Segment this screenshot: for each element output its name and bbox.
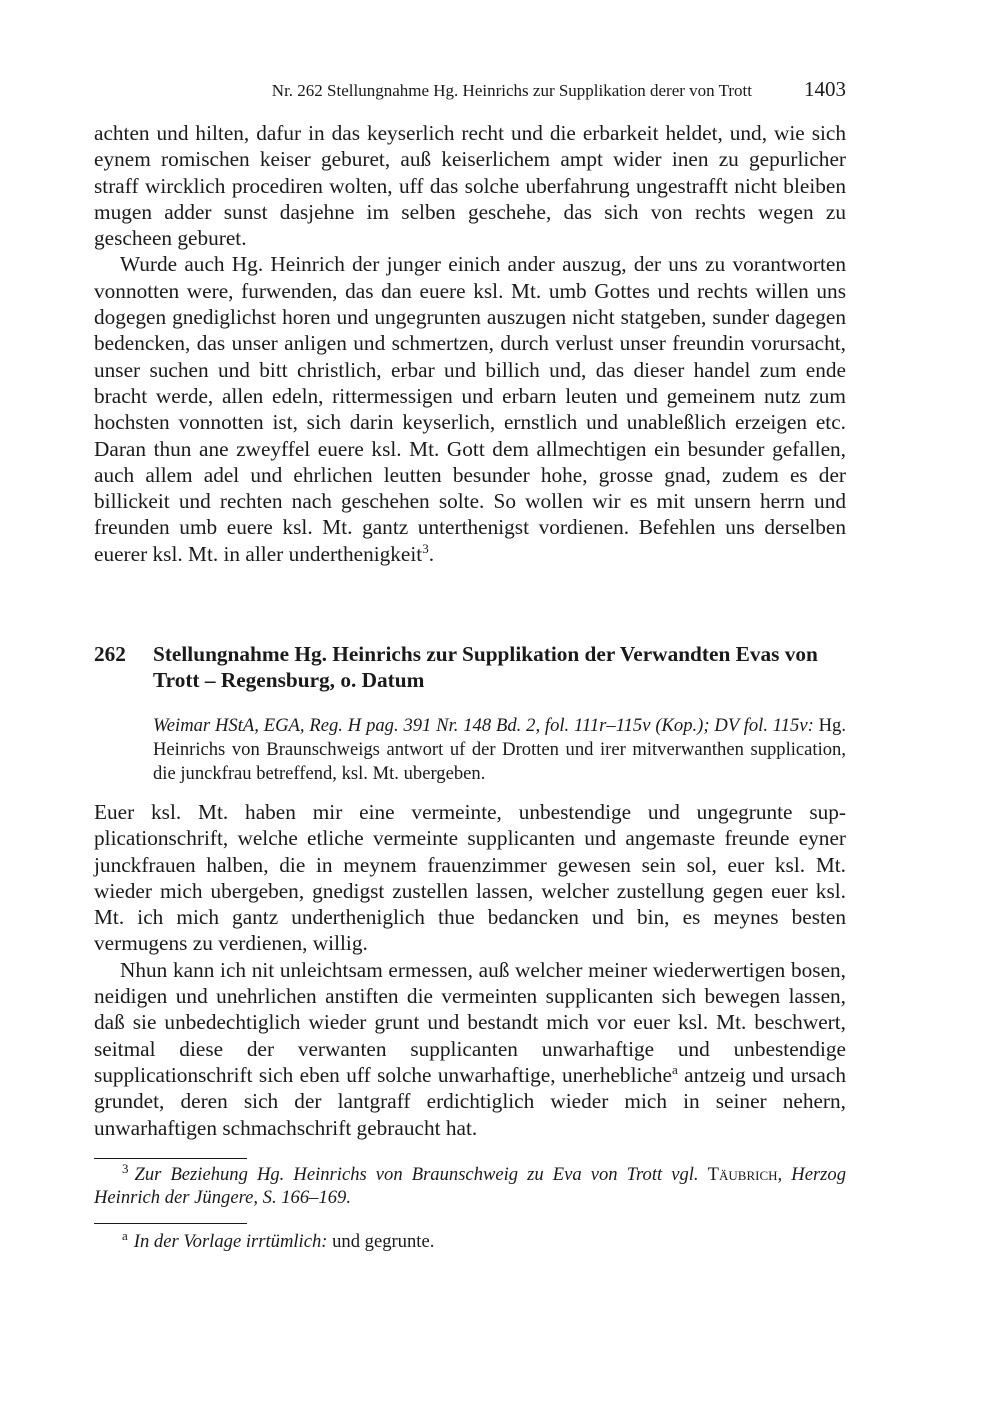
- paragraph: [94, 251, 846, 567]
- footnote-text: Zur Beziehung Hg. Heinrichs von Braunschweig zu Eva von Trott vgl.: [134, 1164, 699, 1185]
- footnote-3: [94, 1160, 847, 1209]
- footnote-mark: 3: [122, 1160, 129, 1176]
- footnote-rule: [94, 1158, 247, 1159]
- source-note: [153, 714, 846, 786]
- paragraph: [94, 957, 846, 1141]
- footnote-a: [94, 1227, 846, 1253]
- document-title: Stellungnahme Hg. Heinrichs zur Supplikation der Verwandten Evas von Trott – Regensburg, o. Datum: [153, 642, 818, 693]
- paragraph-end: .: [428, 541, 435, 566]
- body-section-2: [94, 799, 846, 1141]
- running-head: [94, 79, 846, 109]
- footnote-text: , Herzog Heinrich der Jüngere, S. 166–169.: [94, 1164, 847, 1208]
- paragraph-text: Wurde auch Hg. Heinrich der junger einich ander auszug, der uns zu vorantworten vonnotten were, furwenden, das dan euere ksl. Mt. umb Gottes und rechts willen uns dogegen gnediglichst horen und ungegrunten auszugen nicht statgeben, sunder dagegen bedencken, das unser anligen und schmertzen, durch verlust unser freundin vorursacht, unser suchen und bitt christlich, erbar und billich und, das dieser handel zum ende bracht werde, allen edeln, rittermessigen und erbarn leuten und gemeinem nutz zum hochsten vonnotten ist, sich darin keyserlich, ernstlich und unableßlich erzeigen etc. Daran thun ane zweyffel euere ksl. Mt. Gott dem allmechtigen ein besunder gefallen, auch allem adel und ehrlichen leutten besunder hohe, grosse gnad, zudem es der billickeit und rechten nach geschehen solte. So wollen wir es mit unsern herrn und freunden umb euere ksl. Mt. gantz unterthenigst vordienen. Befehlen uns derselben euerer ksl. Mt. in aller underthenigkeit: [94, 252, 846, 566]
- footnote-text: und gegrunte.: [327, 1231, 435, 1252]
- footnote-rule: [94, 1223, 247, 1224]
- paragraph: Euer ksl. Mt. haben mir eine vermeinte, unbestendige und ungegrunte supplicationschrift, welche etliche vermeinte supplicanten und angemaste freunde eyner junckfrauen halben, die in meynem frauenzimmer gewesen sein sol, euer ksl. Mt. wieder mich ubergeben, gnedigst zustellen lassen, welcher zustellung gegen euer ksl. Mt. ich mich gantz undertheniglich thue bedancken und bin, es meynes besten vermugens zu verdienen, willig.: [94, 800, 846, 956]
- source-citation: Weimar HStA, EGA, Reg. H pag. 391 Nr. 148 Bd. 2, fol. 111r–115v (Kop.); DV fol. 115v:: [153, 715, 814, 736]
- footnote-text: In der Vorlage irrtümlich:: [133, 1231, 328, 1252]
- paragraph-text: Nhun kann ich nit unleichtsam ermessen, auß welcher meiner wiederwertigen bosen, neidigen und unehrlichen anstiften die vermeinten supplicanten sich bewegen lassen, daß sie unbedechtiglich wieder grunt und bestandt mich vor euer ksl. Mt. beschwert, seitmal diese der verwanten supplicanten unwarhaftige und unbestendige supplicationschrift sich eben uff solche unwarhaftige, unerhebliche: [94, 957, 846, 1087]
- source-description: Hg. Heinrichs von Braunschweigs antwort uf der Drotten und irer mitverwanthen supplication, die junckfrau betreffend, ksl. Mt. ubergeben.: [153, 715, 847, 784]
- page-number: 1403: [804, 77, 846, 101]
- paragraph: achten und hilten, dafur in das keyserlich recht und die erbarkeit heldet, und, wie sich eynem romischen keiser geburet, auß keiserlichem ampt wider inen zu gepurlicher straff wircklich procediren wolten, uff das solche uberfahrung ungestrafft nicht bleiben mugen adder sunst dasjehne im selben geschehe, das sich von rechts wegen zu gescheen geburet.: [94, 121, 846, 251]
- running-title: Nr. 262 Stellungnahme Hg. Heinrichs zur Supplikation derer von Trott: [271, 81, 752, 100]
- footnote-ref: 3: [422, 540, 429, 556]
- footnote-ref: a: [671, 1061, 678, 1077]
- body-section-1: [94, 120, 846, 567]
- footnote-author: Täubrich: [707, 1164, 778, 1185]
- footnote-mark: a: [122, 1227, 128, 1243]
- paragraph-text: antzeig und ursach grundet, deren sich der lantgraff erdichtiglich wieder mich in seiner nehern, unwarhaftigen schmachschrift gebraucht hat.: [94, 1062, 846, 1140]
- document-number: 262: [94, 642, 126, 666]
